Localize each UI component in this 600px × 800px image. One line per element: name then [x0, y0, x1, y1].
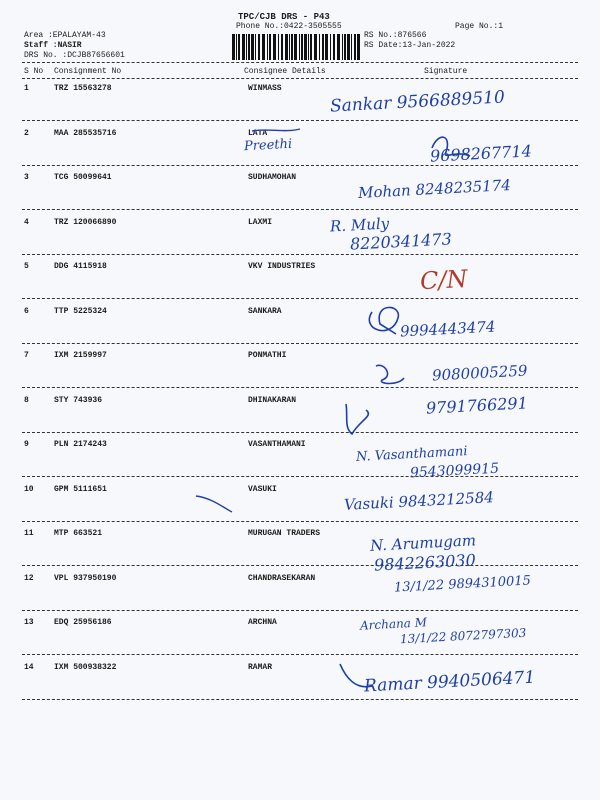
barcode-bar — [330, 34, 331, 60]
barcode-bar — [354, 34, 356, 60]
row-consignment-no: TRZ 15563278 — [54, 84, 112, 93]
barcode-bar — [337, 34, 340, 60]
row-divider — [22, 610, 578, 611]
row-consignee: RAMAR — [248, 662, 273, 672]
row-consignment-no: GPM 5111651 — [54, 484, 107, 494]
row-consignee: CHANDRASEKARAN — [248, 573, 316, 583]
handwritten-note: N. Arumugam — [369, 531, 477, 555]
row-sno: 4 — [24, 217, 29, 227]
handwritten-note: Ramar 9940506471 — [363, 667, 536, 697]
barcode-bar — [273, 34, 276, 60]
header-divider-bottom — [22, 78, 578, 79]
row-consignment-no: TTP 5225324 — [54, 306, 107, 316]
signature-stroke — [369, 307, 398, 334]
row-consignment-no: PLN 2174243 — [54, 440, 107, 449]
barcode-bar — [281, 34, 283, 60]
handwritten-note: 13/1/22 8072797303 — [399, 625, 527, 647]
barcode-bar — [242, 34, 245, 60]
row-sno: 3 — [24, 173, 29, 182]
barcode-bar — [322, 34, 324, 60]
barcode-bar — [267, 34, 268, 60]
barcode-bar — [333, 34, 335, 60]
barcode-bar — [236, 34, 237, 60]
row-sno: 6 — [24, 306, 29, 316]
handwritten-note: 13/1/22 9894310015 — [393, 573, 532, 596]
row-sno: 14 — [24, 662, 34, 672]
barcode-bar — [248, 34, 250, 60]
col-header-signature: Signature — [424, 67, 468, 76]
col-header-consignment: Consignment No — [54, 67, 122, 76]
barcode-bar — [344, 34, 346, 60]
row-sno: 11 — [24, 529, 34, 538]
row-consignment-no: VPL 937950190 — [54, 573, 117, 583]
area-label: Area :EPALAYAM-43 — [24, 31, 106, 40]
row-consignee: VKV INDUSTRIES — [248, 262, 316, 271]
row-divider — [22, 565, 578, 566]
signature-stroke — [376, 365, 404, 383]
handwritten-note: Mohan 8248235174 — [357, 176, 512, 202]
col-header-consignee: Consignee Details — [244, 67, 326, 76]
barcode-bar — [299, 34, 300, 60]
rs-date: RS Date:13-Jan-2022 — [364, 41, 456, 50]
row-divider — [22, 165, 578, 166]
row-consignee: LATA — [248, 128, 268, 138]
barcode-bar — [246, 34, 247, 60]
barcode-bar — [308, 34, 309, 60]
row-divider — [22, 432, 578, 433]
staff-label: Staff :NASIR — [24, 41, 82, 50]
barcode-bar — [238, 34, 240, 60]
row-sno: 13 — [24, 618, 34, 627]
handwritten-note: 9543099915 — [409, 460, 500, 482]
barcode-bar — [342, 34, 343, 60]
row-consignment-no: IXM 2159997 — [54, 351, 107, 360]
col-header-sno: S No — [24, 67, 44, 76]
barcode — [232, 34, 360, 60]
row-consignment-no: DDG 4115918 — [54, 262, 107, 271]
barcode-bar — [232, 34, 235, 60]
row-consignee: SANKARA — [248, 306, 282, 316]
barcode-bar — [291, 34, 293, 60]
row-divider — [22, 209, 578, 210]
handwritten-note: 9791766291 — [425, 393, 529, 418]
barcode-bar — [258, 34, 260, 60]
page-number: Page No.:1 — [455, 22, 504, 31]
phone-number: Phone No.:0422-3505555 — [236, 22, 342, 31]
barcode-bar — [310, 34, 312, 60]
row-consignment-no: EDQ 25956186 — [54, 618, 112, 627]
row-divider — [22, 298, 578, 299]
drs-number: DRS No. :DCJB87656601 — [24, 51, 125, 60]
barcode-bar — [278, 34, 279, 60]
handwritten-note: N. Vasanthamani — [355, 444, 468, 465]
row-sno: 7 — [24, 351, 29, 360]
handwritten-note: C/N — [419, 264, 469, 296]
row-consignee: DHINAKARAN — [248, 395, 297, 405]
handwritten-note: 9698267714 — [429, 141, 533, 166]
handwritten-note: 9080005259 — [431, 361, 528, 385]
barcode-bar — [351, 34, 352, 60]
handwritten-note: 8220341473 — [349, 229, 453, 254]
handwritten-note: Archana M — [359, 615, 428, 633]
row-consignee: VASANTHAMANI — [248, 440, 306, 449]
row-sno: 12 — [24, 573, 34, 583]
signature-stroke — [196, 496, 232, 512]
row-sno: 9 — [24, 440, 29, 449]
row-sno: 2 — [24, 128, 29, 138]
row-consignee: PONMATHI — [248, 351, 287, 360]
handwritten-note: 9994443474 — [399, 317, 496, 341]
row-divider — [22, 699, 578, 700]
handwritten-note: 9842263030 — [373, 550, 477, 575]
handwritten-note: R. Muly — [329, 214, 390, 236]
barcode-bar — [314, 34, 317, 60]
row-consignee: LAXMI — [248, 217, 273, 227]
row-divider — [22, 387, 578, 388]
barcode-bar — [325, 34, 328, 60]
barcode-bar — [347, 34, 350, 60]
row-divider — [22, 343, 578, 344]
row-consignee: WINMASS — [248, 84, 282, 93]
barcode-bar — [251, 34, 254, 60]
barcode-bar — [319, 34, 320, 60]
row-sno: 8 — [24, 395, 29, 405]
row-sno: 1 — [24, 84, 29, 93]
row-divider — [22, 120, 578, 121]
row-consignee: SUDHAMOHAN — [248, 173, 297, 182]
row-sno: 10 — [24, 484, 34, 494]
rs-number: RS No.:876566 — [364, 31, 427, 40]
row-consignment-no: TRZ 120066890 — [54, 217, 117, 227]
row-divider — [22, 254, 578, 255]
barcode-bar — [357, 34, 360, 60]
row-consignment-no: STY 743936 — [54, 395, 103, 405]
barcode-bar — [304, 34, 307, 60]
barcode-bar — [294, 34, 297, 60]
handwritten-note: Sankar 9566889510 — [329, 87, 506, 117]
signature-stroke — [346, 404, 368, 434]
row-divider — [22, 654, 578, 655]
row-sno: 5 — [24, 262, 29, 271]
barcode-bar — [262, 34, 265, 60]
handwritten-note: Preethi — [243, 136, 293, 155]
row-consignment-no: MAA 285535716 — [54, 128, 117, 138]
barcode-bar — [255, 34, 256, 60]
barcode-bar — [301, 34, 303, 60]
row-consignment-no: MTP 663521 — [54, 529, 103, 538]
report-title: TPC/CJB DRS - P43 — [238, 12, 330, 22]
row-consignee: MURUGAN TRADERS — [248, 529, 321, 538]
header-divider-top — [22, 62, 578, 63]
barcode-bar — [285, 34, 288, 60]
row-divider — [22, 521, 578, 522]
barcode-bar — [269, 34, 271, 60]
row-consignee: VASUKI — [248, 484, 277, 494]
handwritten-note: Vasuki 9843212584 — [343, 488, 495, 514]
row-consignment-no: TCG 50099641 — [54, 173, 112, 182]
row-consignment-no: IXM 500938322 — [54, 662, 117, 672]
row-consignee: ARCHNA — [248, 618, 277, 627]
barcode-bar — [289, 34, 290, 60]
